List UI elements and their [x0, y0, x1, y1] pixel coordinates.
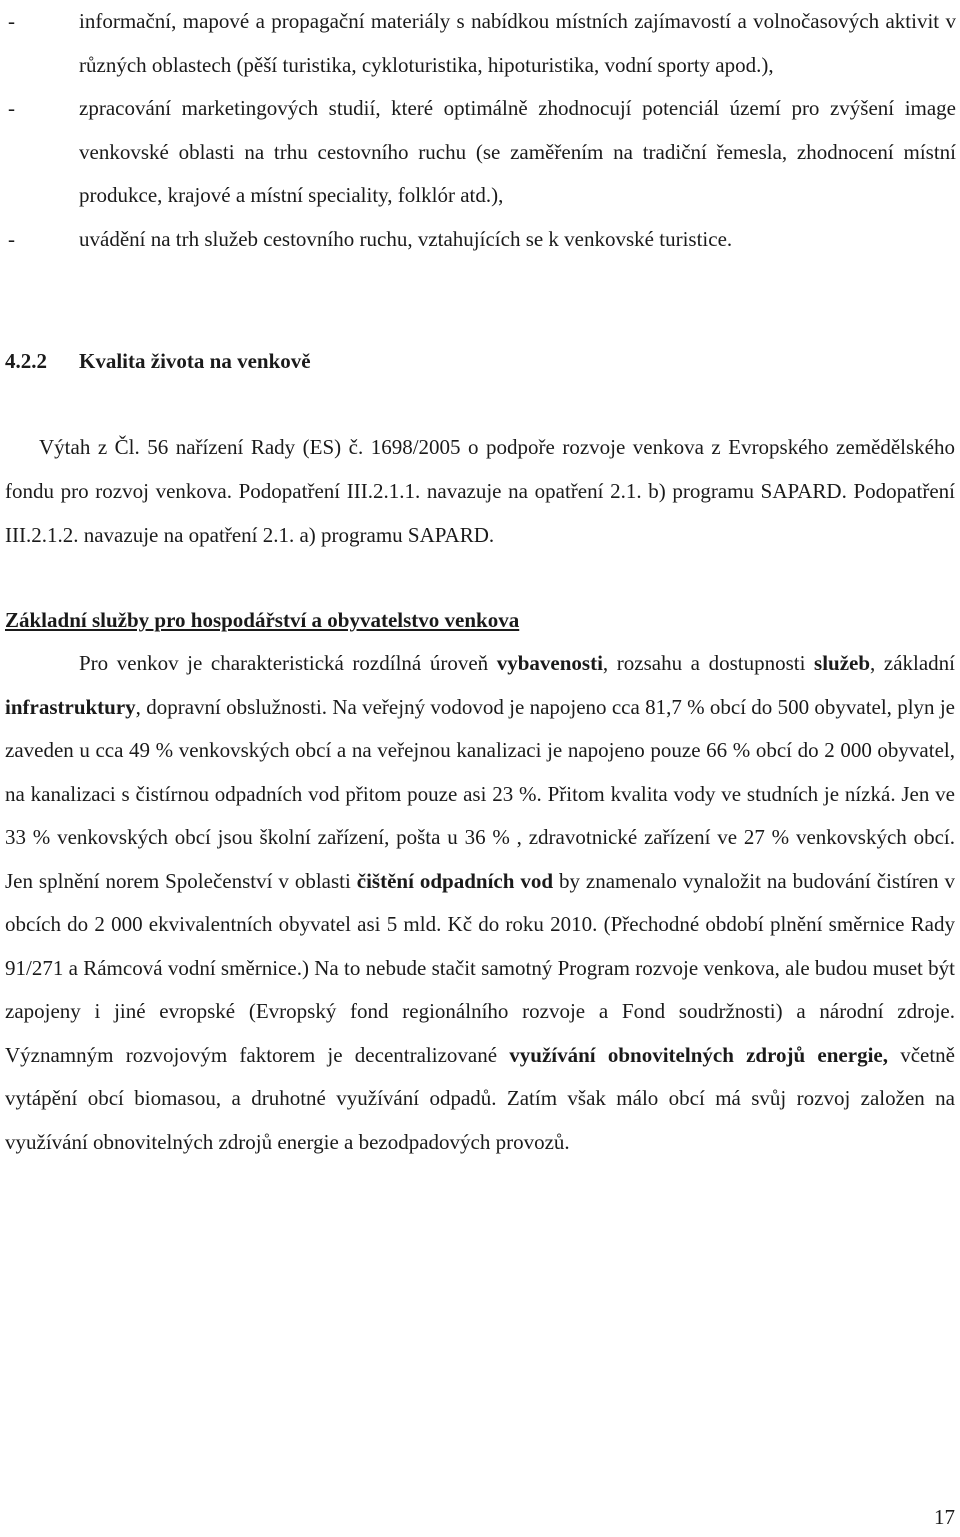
bold-term: využívání obnovitelných zdrojů energie, [509, 1042, 888, 1067]
bold-term: vybavenosti [496, 651, 603, 675]
text-run: , základní [870, 651, 956, 675]
text-run: , dopravní obslužnosti. Na veřejný vodovod je napojeno cca 81,7 % obcí do 500 obyvatel, plyn je zaveden u cca 49 % venkovských obcí a na veřejnou kanalizaci je napojeno pouze 66 % obcí do 2 000 obyvatel, na kanalizaci s čistírnou odpadních vod přitom pouze asi 23 %. Přitom kvalita vody ve studních je nízká. Jen ve 33 % venkovských obcí jsou školní zařízení, pošta u 36 % , zdravotnické zařízení ve 27 % venkovských obcí. Jen splnění norem Společenství v oblasti [5, 694, 955, 893]
page-number: 17 [934, 1505, 955, 1529]
bold-term: služeb [814, 651, 871, 675]
text-run: by znamenalo vynaložit na budování čistíren v obcích do 2 000 ekvivalentních obyvatel asi 5 mld. Kč do roku 2010. (Přechodné období plnění směrnice Rady 91/271 a Rámcová vodní směrnice.) Na to nebude stačit samotný Program rozvoje venkova, ale budou muset být zapojeny i jiné evropské (Evropský fond regionálního rozvoje a Fond soudržnosti) a národní zdroje. Významným rozvojovým faktorem je decentralizované [5, 868, 955, 1067]
list-item-text: informační, mapové a propagační materiály s nabídkou místních zajímavostí a volnočasových aktivit v různých oblastech (pěší turistika, cykloturistika, hipoturistika, vodní sporty apod.), [79, 9, 956, 77]
bold-term: infrastruktury [5, 694, 136, 719]
list-item [0, 87, 960, 218]
bold-term: čištění odpadních vod [356, 868, 554, 893]
bullet-dash: - [8, 9, 15, 33]
text-run: , rozsahu a dostupnosti [602, 651, 815, 675]
section-title: Kvalita života na venkově [79, 349, 311, 373]
paragraph-excerpt: Výtah z Čl. 56 nařízení Rady (ES) č. 1698/2005 o podpoře rozvoje venkova z Evropského zemědělského fondu pro rozvoj venkova. Podopatření III.2.1.1. navazuje na opatření 2.1. b) programu SAPARD. Podopatření III.2.1.2. navazuje na opatření 2.1. a) programu SAPARD. [5, 435, 955, 547]
list-item-text: zpracování marketingových studií, které optimálně zhodnocují potenciál území pro zvýšení image venkovské oblasti na trhu cestovního ruchu (se zaměřením na tradiční řemesla, zhodnocení místní produkce, krajové a místní speciality, folklór atd.), [79, 96, 956, 207]
paragraph-basic-services [5, 642, 955, 1164]
subheading: Základní služby pro hospodářství a obyvatelstvo venkova [5, 608, 520, 632]
list-item [0, 0, 960, 87]
bullet-dash: - [8, 96, 15, 120]
section-heading [5, 340, 311, 383]
bullet-list [0, 0, 960, 261]
text-run: včetně vytápění obcí biomasou, a druhotné využívání odpadů. Zatím však málo obcí má svůj rozvoj založen na využívání obnovitelných zdrojů energie a bezodpadových provozů. [5, 1042, 956, 1154]
bullet-dash: - [8, 226, 15, 251]
list-item-text: uvádění na trh služeb cestovního ruchu, vztahujících se k venkovské turistice. [79, 226, 733, 251]
section-number: 4.2.2 [5, 349, 47, 373]
list-item [0, 218, 960, 262]
text-run: Pro venkov je charakteristická rozdílná úroveň [79, 651, 497, 675]
